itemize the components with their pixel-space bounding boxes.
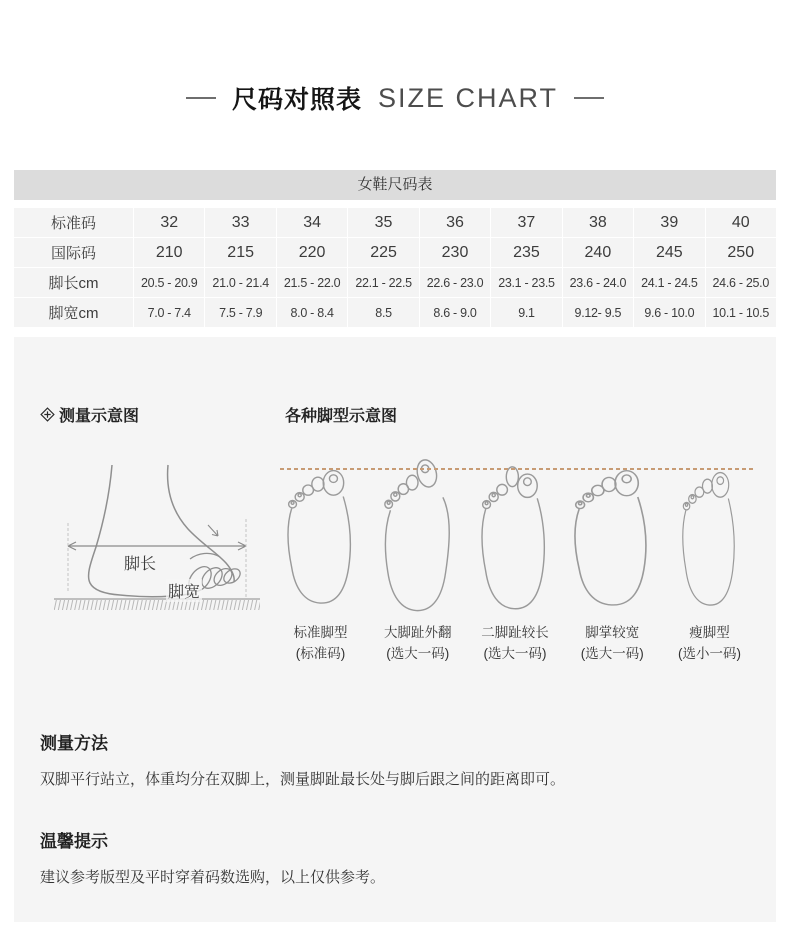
table-cell: 7.5 - 7.9 bbox=[205, 298, 275, 327]
women-shoe-size-table bbox=[14, 170, 776, 327]
title-dash-left bbox=[186, 97, 216, 99]
table-cell: 33 bbox=[205, 208, 275, 237]
foot-type-advice: (选大一码) bbox=[580, 645, 644, 661]
table-cell: 21.0 - 21.4 bbox=[205, 268, 275, 297]
foot-type-standard bbox=[274, 449, 367, 665]
title-chinese: 尺码对照表 bbox=[231, 86, 362, 114]
table-cell: 22.1 - 22.5 bbox=[348, 268, 418, 297]
note-body-tips: 建议参考版型及平时穿着码数选购，以上仅供参考。 bbox=[40, 869, 386, 886]
foot-type-advice: (选小一码) bbox=[678, 645, 741, 661]
table-row bbox=[14, 268, 776, 297]
foot-width-label: 脚宽 bbox=[166, 579, 202, 602]
table-cell: 225 bbox=[348, 238, 418, 267]
table-cell: 7.0 - 7.4 bbox=[134, 298, 204, 327]
table-cell: 23.1 - 23.5 bbox=[491, 268, 561, 297]
table-cell: 8.6 - 9.0 bbox=[420, 298, 490, 327]
foot-side-view-drawing bbox=[48, 459, 266, 615]
row-label: 脚宽cm bbox=[14, 298, 133, 327]
foot-outline-wide bbox=[566, 449, 659, 623]
table-cell: 210 bbox=[134, 238, 204, 267]
foot-type-advice: (选大一码) bbox=[483, 645, 547, 661]
foot-outline-thin bbox=[663, 449, 756, 623]
table-cell: 38 bbox=[563, 208, 633, 237]
foot-type-name: 标准脚型 bbox=[293, 625, 348, 640]
foot-types-row bbox=[274, 449, 756, 665]
table-body bbox=[14, 208, 776, 327]
table-cell: 8.0 - 8.4 bbox=[277, 298, 347, 327]
table-cell: 8.5 bbox=[348, 298, 418, 327]
measure-section-heading bbox=[40, 403, 139, 426]
table-cell: 250 bbox=[706, 238, 776, 267]
table-row bbox=[14, 208, 776, 237]
note-heading-method: 测量方法 bbox=[40, 734, 108, 753]
table-cell: 35 bbox=[348, 208, 418, 237]
table-cell: 21.5 - 22.0 bbox=[277, 268, 347, 297]
title-dash-right bbox=[574, 97, 604, 99]
table-cell: 36 bbox=[420, 208, 490, 237]
notes-section bbox=[40, 729, 750, 925]
foot-type-long-second-toe bbox=[469, 449, 562, 665]
table-cell: 9.1 bbox=[491, 298, 561, 327]
foot-types-section-heading bbox=[285, 403, 397, 426]
table-cell: 240 bbox=[563, 238, 633, 267]
foot-type-name: 二脚趾较长 bbox=[481, 625, 549, 640]
foot-type-name: 大脚趾外翻 bbox=[384, 625, 452, 640]
measure-heading-text: 测量示意图 bbox=[59, 408, 140, 425]
table-cell: 22.6 - 23.0 bbox=[420, 268, 490, 297]
foot-type-name: 瘦脚型 bbox=[689, 625, 730, 640]
foot-outline-valgus bbox=[371, 449, 464, 623]
foot-outline-long-second-toe bbox=[469, 449, 562, 623]
note-heading-tips: 温馨提示 bbox=[40, 832, 108, 851]
table-cell: 37 bbox=[491, 208, 561, 237]
foot-outline-standard bbox=[274, 449, 367, 623]
foot-length-label: 脚长 bbox=[124, 556, 157, 573]
table-cell: 24.6 - 25.0 bbox=[706, 268, 776, 297]
table-row bbox=[14, 298, 776, 327]
table-cell: 245 bbox=[634, 238, 704, 267]
note-body-method: 双脚平行站立，体重均分在双脚上，测量脚趾最长处与脚后跟之间的距离即可。 bbox=[40, 771, 566, 788]
foot-type-advice: (选大一码) bbox=[386, 645, 450, 661]
table-cell: 9.6 - 10.0 bbox=[634, 298, 704, 327]
diamond-plus-icon bbox=[40, 407, 55, 422]
foot-type-thin bbox=[663, 449, 756, 665]
table-cell: 39 bbox=[634, 208, 704, 237]
row-label: 脚长cm bbox=[14, 268, 133, 297]
table-cell: 24.1 - 24.5 bbox=[634, 268, 704, 297]
foot-types-heading-text: 各种脚型示意图 bbox=[285, 408, 398, 425]
table-cell: 235 bbox=[491, 238, 561, 267]
info-panel bbox=[14, 337, 776, 922]
foot-type-wide bbox=[566, 449, 659, 665]
table-cell: 23.6 - 24.0 bbox=[563, 268, 633, 297]
table-cell: 20.5 - 20.9 bbox=[134, 268, 204, 297]
table-title: 女鞋尺码表 bbox=[14, 170, 776, 200]
table-row bbox=[14, 238, 776, 267]
page-title bbox=[0, 0, 790, 116]
title-english: SIZE CHART bbox=[377, 82, 559, 113]
row-label: 标准码 bbox=[14, 208, 133, 237]
row-label: 国际码 bbox=[14, 238, 133, 267]
foot-measure-diagram bbox=[48, 459, 266, 615]
foot-type-advice: (标准码) bbox=[295, 645, 346, 661]
table-cell: 230 bbox=[420, 238, 490, 267]
table-cell: 215 bbox=[205, 238, 275, 267]
foot-type-valgus bbox=[371, 449, 464, 665]
table-cell: 32 bbox=[134, 208, 204, 237]
foot-type-name: 脚掌较宽 bbox=[585, 625, 640, 640]
table-cell: 34 bbox=[277, 208, 347, 237]
table-cell: 220 bbox=[277, 238, 347, 267]
table-cell: 40 bbox=[706, 208, 776, 237]
toe-line-dashed bbox=[280, 468, 754, 470]
table-cell: 10.1 - 10.5 bbox=[706, 298, 776, 327]
table-cell: 9.12- 9.5 bbox=[563, 298, 633, 327]
